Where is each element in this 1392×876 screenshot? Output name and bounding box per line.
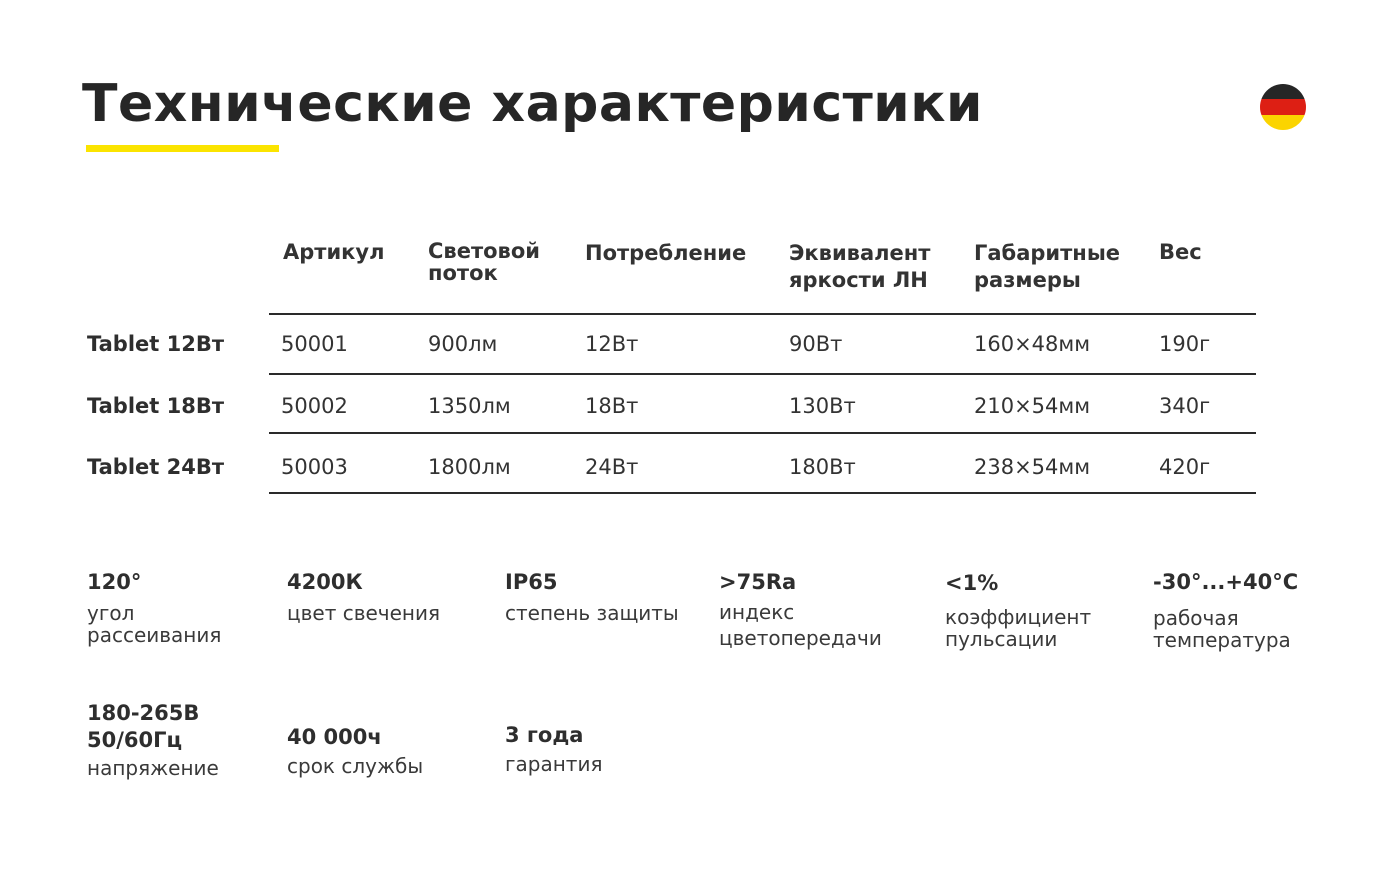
spec-label [87,757,219,779]
spec-label-line: степень защиты [505,601,679,625]
spec-label-line: рассеивания [87,623,222,647]
spec-protection-rating [505,569,679,624]
spec-label [505,753,602,775]
title-accent-underline [86,145,279,152]
spec-value [287,724,423,751]
spec-label-line: напряжение [87,756,219,780]
spec-value-line: -30°...+40°C [1153,570,1299,594]
spec-label [505,602,679,624]
header-article-line: Артикул [283,240,385,264]
page-title: Технические характеристики [82,74,983,134]
spec-value-line: 40 000ч [287,725,382,749]
flag-stripe-gold [1260,115,1306,130]
spec-voltage [87,700,219,779]
spec-value [505,722,602,749]
spec-beam-angle [87,569,221,646]
spec-label-line: угол [87,601,135,625]
spec-value [87,569,221,596]
header-weight-line: Вес [1159,240,1202,264]
table-cell-consumption: 24Вт [585,455,639,479]
table-cell-dimensions: 210×54мм [974,394,1091,418]
header-luminous-flux-line-1: Световой [428,239,540,263]
header-luminous-flux-line-2: поток [428,261,498,285]
table-cell-weight: 420г [1159,455,1211,479]
table-cell-flux: 900лм [428,332,498,356]
table-cell-article: 50002 [281,394,348,418]
spec-label [719,599,882,651]
table-cell-consumption: 18Вт [585,394,639,418]
spec-label-line: температура [1153,628,1291,652]
spec-value-line: 4200К [287,570,363,594]
table-cell-consumption: 12Вт [585,332,639,356]
spec-value-line: 180-265В [87,701,200,725]
header-dimensions-line-2: размеры [974,268,1081,292]
spec-value-line: 120° [87,570,142,594]
spec-label [87,602,221,646]
spec-value [719,569,882,596]
spec-operating-temperature [1153,569,1298,651]
spec-value-line: <1% [945,571,999,595]
spec-value [87,700,219,754]
spec-label [1153,607,1298,651]
spec-value [945,570,1091,597]
table-cell-weight: 340г [1159,394,1211,418]
row-label-tablet-12w: Tablet 12Вт [87,332,225,356]
spec-value-line: >75Ra [719,570,797,594]
spec-value-line: IP65 [505,570,558,594]
spec-label-line: рабочая [1153,606,1239,630]
spec-label-line: пульсации [945,627,1058,651]
header-equivalent-line-2: яркости ЛН [789,268,928,292]
header-dimensions-line-1: Габаритные [974,241,1121,265]
spec-value-line: 50/60Гц [87,728,183,752]
table-cell-flux: 1800лм [428,455,511,479]
header-equivalent-brightness [789,240,930,294]
spec-label-line: индекс [719,600,795,624]
spec-color-temperature [287,569,440,624]
header-equivalent-line-1: Эквивалент [789,241,931,265]
spec-color-rendering [719,569,882,651]
table-cell-weight: 190г [1159,332,1211,356]
germany-flag-icon [1260,84,1306,130]
spec-service-life [287,724,423,777]
flag-stripe-black [1260,84,1306,99]
spec-label [287,602,440,624]
header-weight [1159,239,1202,265]
header-consumption-line: Потребление [585,241,747,265]
row-label-tablet-18w: Tablet 18Вт [87,394,225,418]
table-cell-equivalent: 90Вт [789,332,843,356]
table-divider [269,313,1256,315]
spec-value [287,569,440,596]
header-article [283,239,385,265]
spec-label [945,606,1091,650]
header-luminous-flux [428,240,540,284]
spec-warranty [505,722,602,775]
spec-label-line: срок службы [287,754,424,778]
table-cell-article: 50001 [281,332,348,356]
spec-flicker-coefficient [945,570,1091,650]
table-cell-equivalent: 180Вт [789,455,856,479]
spec-label [287,755,423,777]
table-divider [269,373,1256,375]
spec-label-line: гарантия [505,752,603,776]
header-dimensions [974,240,1120,294]
table-cell-flux: 1350лм [428,394,511,418]
flag-stripe-red [1260,99,1306,114]
table-cell-dimensions: 238×54мм [974,455,1091,479]
header-consumption [585,240,746,266]
spec-label-line: цвет свечения [287,601,441,625]
spec-label-line: цветопередачи [719,626,882,650]
spec-label-line: коэффициент [945,605,1092,629]
table-cell-dimensions: 160×48мм [974,332,1091,356]
spec-value-line: 3 года [505,723,584,747]
table-divider [269,432,1256,434]
table-divider [269,492,1256,494]
row-label-tablet-24w: Tablet 24Вт [87,455,225,479]
spec-value [505,569,679,596]
table-cell-equivalent: 130Вт [789,394,856,418]
spec-value [1153,569,1298,596]
table-cell-article: 50003 [281,455,348,479]
